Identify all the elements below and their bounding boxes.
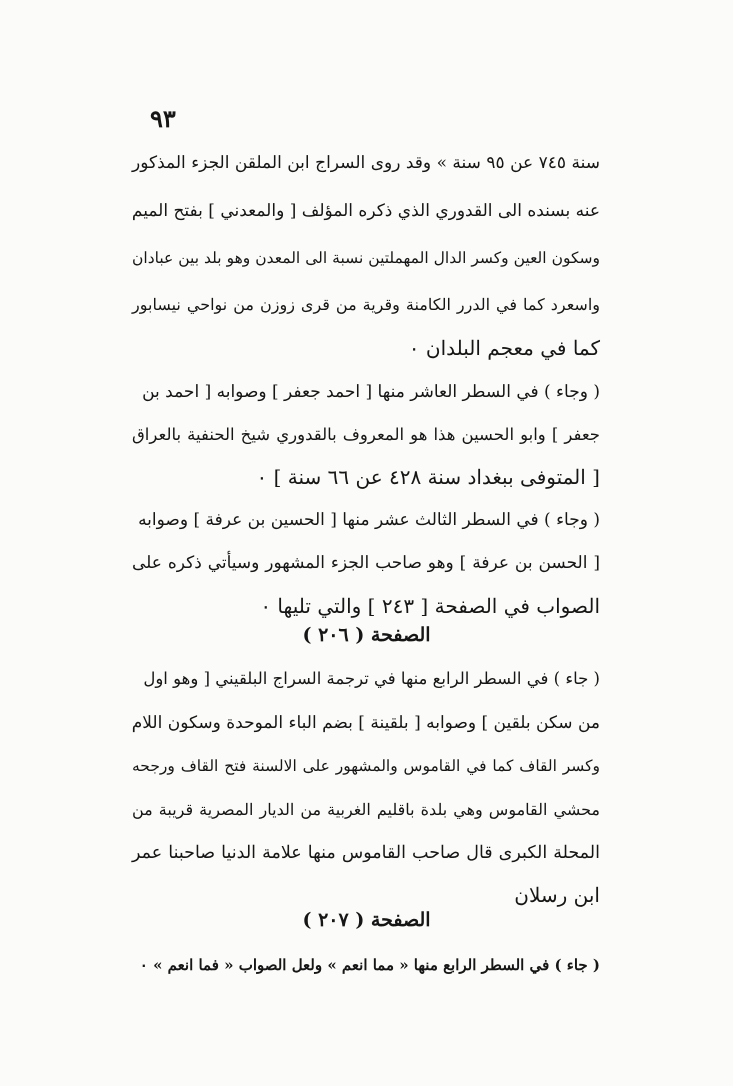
text-line: محشي القاموس وهي بلدة باقليم الغربية من الديار المصرية قريبة من: [132, 800, 600, 819]
text-line: سنة ٧٤٥ عن ٩٥ سنة » وقد روى السراج ابن الملقن الجزء المذكور: [132, 153, 600, 173]
text-line: ( وجاء ) في السطر العاشر منها [ احمد جعفر ] وصوابه [ احمد بن: [142, 382, 600, 402]
text-line: ( وجاء ) في السطر الثالث عشر منها [ الحسين بن عرفة ] وصوابه: [138, 510, 600, 530]
text-line: [ الحسن بن عرفة ] وهو صاحب الجزء المشهور وسيأتي ذكره على: [132, 553, 600, 573]
text-line: ابن رسلان: [514, 883, 600, 907]
text-line: المحلة الكبرى قال صاحب القاموس منها علامة الدنيا صاحبنا عمر: [132, 843, 600, 863]
text-line: ( جاء ) في السطر الرابع منها « مما انعم » ولعل الصواب « فما انعم » ٠: [139, 956, 600, 974]
text-line: ( جاء ) في السطر الرابع منها في ترجمة السراج البلقيني [ وهو اول: [143, 669, 600, 688]
text-line: [ المتوفى ببغداد سنة ٤٢٨ عن ٦٦ سنة ] ٠: [256, 465, 600, 489]
text-line: عنه بسنده الى القدوري الذي ذكره المؤلف [ والمعدني ] بفتح الميم: [131, 201, 600, 221]
text-line: واسعرد كما في الدرر الكامنة وقرية من قرى زوزن من نواحي نيسابور: [132, 295, 600, 314]
text-line: من سكن بلقين ] وصوابه [ بلقينة ] بضم الباء الموحدة وسكون اللام: [131, 713, 600, 733]
page-number: ٩٣: [150, 104, 176, 133]
text-line: الصواب في الصفحة [ ٢٤٣ ] والتي تليها ٠: [260, 594, 600, 618]
section-heading: الصفحة ( ٢٠٦ ): [302, 624, 431, 646]
section-heading: الصفحة ( ٢٠٧ ): [302, 909, 431, 931]
text-line: كما في معجم البلدان ٠: [408, 336, 600, 360]
text-line: وكسر القاف كما في القاموس والمشهور على الالسنة فتح القاف ورجحه: [132, 757, 600, 775]
text-line: وسكون العين وكسر الدال المهملتين نسبة الى المعدن وهو بلد بين عبادان: [132, 249, 600, 267]
text-line: جعفر ] وابو الحسين هذا هو المعروف بالقدوري شيخ الحنفية بالعراق: [132, 425, 600, 444]
